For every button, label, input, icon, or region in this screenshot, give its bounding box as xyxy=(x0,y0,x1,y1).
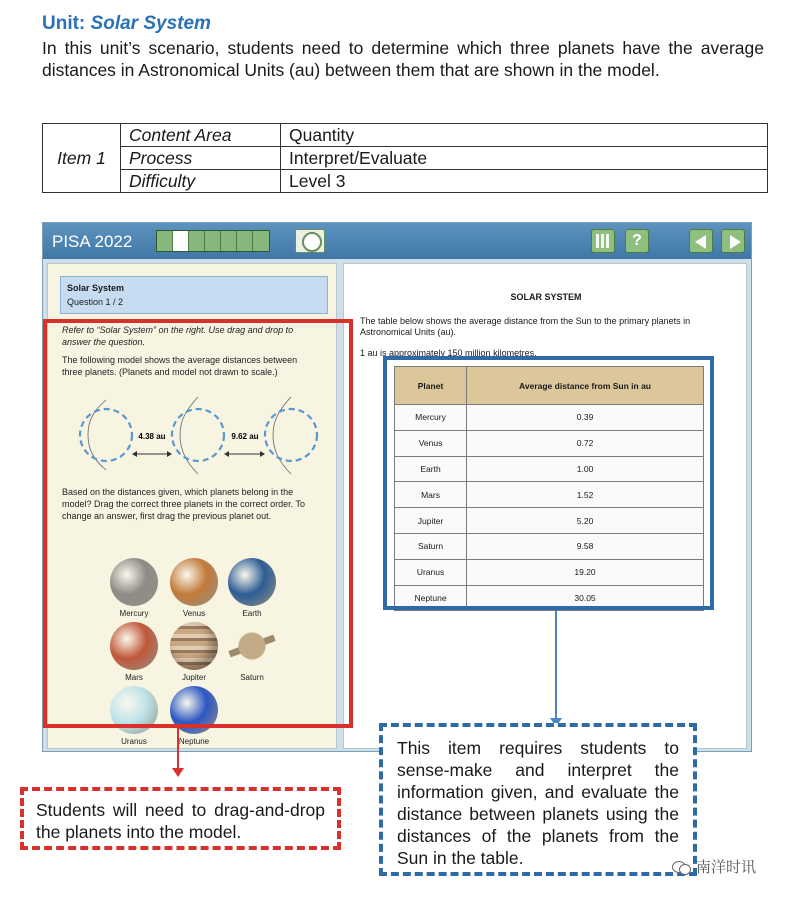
calculator-icon[interactable] xyxy=(591,229,615,253)
progress-step xyxy=(189,231,205,251)
progress-step xyxy=(205,231,221,251)
item-value: Level 3 xyxy=(281,170,768,193)
item-value: Quantity xyxy=(281,124,768,147)
distance-label-2: 9.62 au xyxy=(231,432,259,441)
help-icon[interactable]: ? xyxy=(625,229,649,253)
blue-connector xyxy=(555,610,557,722)
unit-name: Solar System xyxy=(90,13,211,34)
planet-name-cell: Mars xyxy=(395,482,467,508)
timer-icon[interactable] xyxy=(295,229,325,253)
item-table-row xyxy=(43,124,768,147)
item-table-row xyxy=(43,147,768,170)
planet-name-cell: Neptune xyxy=(395,585,467,611)
distance-label-1: 4.38 au xyxy=(138,432,166,441)
au-note: 1 au is approximately 150 million kilometres. xyxy=(360,348,537,358)
planet-label: Mercury xyxy=(119,609,149,618)
distance-cell: 0.72 xyxy=(467,430,704,456)
item-key: Process xyxy=(121,147,281,170)
previous-arrow-icon[interactable] xyxy=(689,229,713,253)
item-key: Content Area xyxy=(121,124,281,147)
item-label: Item 1 xyxy=(43,124,121,193)
planet-label: Uranus xyxy=(121,737,147,746)
progress-step xyxy=(237,231,253,251)
unit-title xyxy=(42,13,211,35)
pisa-logo: PISA 2022 xyxy=(52,232,133,251)
distance-cell: 30.05 xyxy=(467,585,704,611)
distance-cell: 19.20 xyxy=(467,559,704,585)
progress-step xyxy=(173,231,189,251)
planet-label: Venus xyxy=(182,609,206,618)
distance-cell: 0.39 xyxy=(467,405,704,431)
planet-name-cell: Jupiter xyxy=(395,508,467,534)
interpretation-note: This item requires students to sense-make and interpret the information given, and evaluate the distance between planets using the distances of the planets from the Sun in the table. xyxy=(379,723,697,876)
stimulus-intro: The table below shows the average distance from the Sun to the primary planets in Astronomical Units (au). xyxy=(360,316,691,337)
planet-label: Saturn xyxy=(240,673,264,682)
planet-name-cell: Venus xyxy=(395,430,467,456)
stimulus-title: SOLAR SYSTEM xyxy=(510,292,582,302)
planet-name-cell: Uranus xyxy=(395,559,467,585)
planet-label: Mars xyxy=(125,673,143,682)
column-header: Average distance from Sun in au xyxy=(467,367,704,405)
question-header xyxy=(60,276,328,314)
item-value: Interpret/Evaluate xyxy=(281,147,768,170)
progress-step xyxy=(253,231,269,251)
question-number: Question 1 / 2 xyxy=(67,297,124,307)
item-key: Difficulty xyxy=(121,170,281,193)
watermark xyxy=(672,856,756,877)
planet-label: Earth xyxy=(242,609,262,618)
table-highlight xyxy=(383,356,714,610)
instruction-text: Refer to “Solar System” on the right. Use drag and drop to answer the question. xyxy=(62,325,294,347)
column-header: Planet xyxy=(395,367,467,405)
unit-description: In this unit’s scenario, students need to determine which three planets have the average distances in Astronomical Units (au) between them that are shown in the model. xyxy=(42,38,764,80)
wechat-icon xyxy=(672,860,692,874)
red-connector xyxy=(177,728,179,770)
planet-name-cell: Earth xyxy=(395,456,467,482)
drag-area-highlight xyxy=(43,319,353,728)
model-intro-text: The following model shows the average distances between three planets. (Planets and model not drawn to scale.) xyxy=(62,355,298,377)
drag-prompt-text: Based on the distances given, which planets belong in the model? Drag the correct three planets in the correct order. To change an answer, first drag the previous planet out. xyxy=(62,487,305,521)
planet-label: Jupiter xyxy=(181,673,206,682)
item-table-row xyxy=(43,170,768,193)
red-arrow-icon xyxy=(172,768,184,777)
distance-cell: 5.20 xyxy=(467,508,704,534)
progress-step xyxy=(221,231,237,251)
item-table xyxy=(42,123,768,193)
planet-label: Neptune xyxy=(178,737,210,746)
progress-indicator xyxy=(156,230,270,252)
unit-label: Unit: xyxy=(42,13,86,34)
next-arrow-icon[interactable] xyxy=(721,229,745,253)
distance-cell: 9.58 xyxy=(467,533,704,559)
planet-name-cell: Mercury xyxy=(395,405,467,431)
pisa-toolbar xyxy=(43,223,751,259)
watermark-text: 南洋时讯 xyxy=(696,859,757,876)
progress-step xyxy=(157,231,173,251)
question-unit-title: Solar System xyxy=(67,283,125,293)
distance-cell: 1.52 xyxy=(467,482,704,508)
drag-drop-note: Students will need to drag-and-drop the planets into the model. xyxy=(20,787,341,850)
planet-name-cell: Saturn xyxy=(395,533,467,559)
distance-cell: 1.00 xyxy=(467,456,704,482)
